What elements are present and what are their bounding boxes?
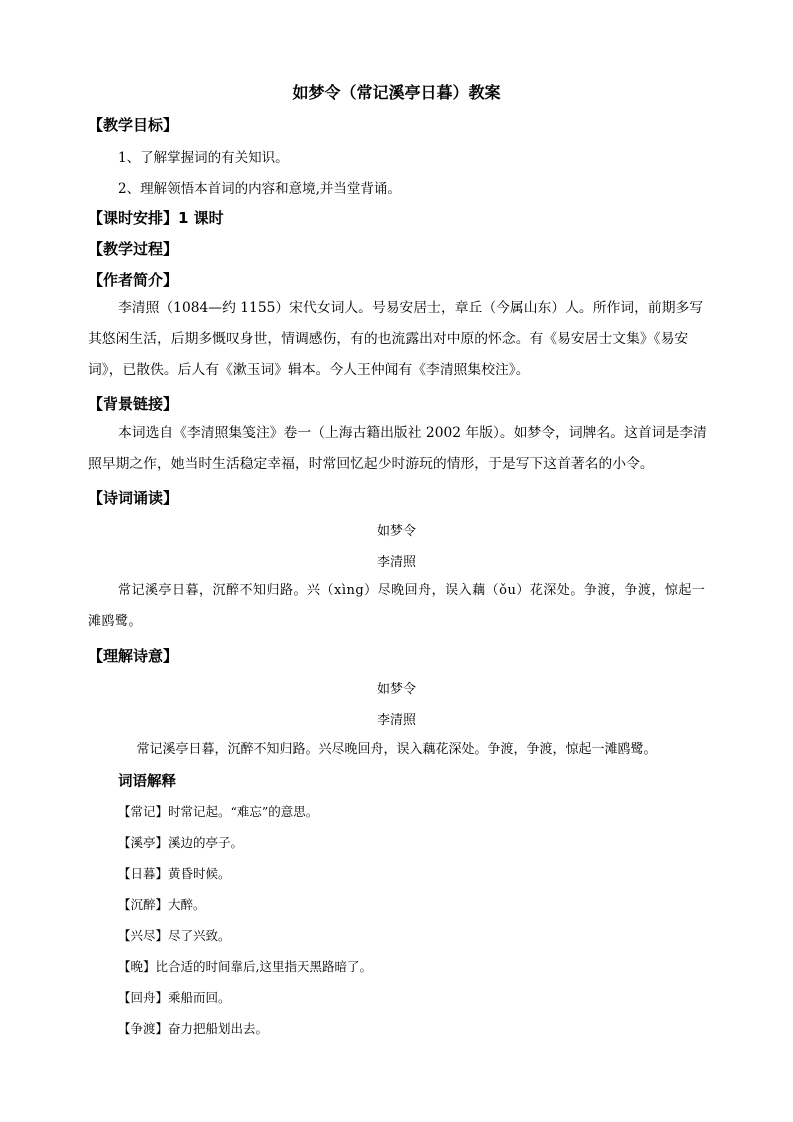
understand-poem-text: 常记溪亭日暮，沉醉不知归路。兴尽晚回舟，误入藕花深处。争渡，争渡，惊起一滩鸥鹭。 bbox=[136, 742, 657, 757]
glossary-item: 【争渡】奋力把船划出去。 bbox=[118, 1021, 269, 1036]
understand-poem-author: 李清照 bbox=[376, 713, 416, 728]
goal-item-2: 2、理解领悟本首词的内容和意境,并当堂背诵。 bbox=[118, 181, 401, 197]
understand-heading: 【理解诗意】 bbox=[88, 647, 179, 665]
glossary-item: 【回舟】乘船而回。 bbox=[118, 990, 231, 1005]
glossary-item: 【常记】时常记起。“难忘”的意思。 bbox=[118, 804, 319, 819]
glossary-item: 【沉醉】大醉。 bbox=[118, 897, 206, 912]
recite-heading: 【诗词诵读】 bbox=[88, 489, 179, 507]
goals-heading: 【教学目标】 bbox=[88, 116, 179, 134]
author-paragraph: 李清照（1084—约 1155）宋代女词人。号易安居士，章丘（今属山东）人。所作词，前期多写其悠闲生活，后期多慨叹身世，情调感伤，有的也流露出对中原的怀念。有《易安居士文集》《易安词》，已散佚。后人有《漱玉词》辑本。今人王仲闻有《李清照集校注》。 bbox=[88, 300, 704, 378]
goal-item-1: 1、了解掌握词的有关知识。 bbox=[118, 150, 289, 166]
author-heading: 【作者简介】 bbox=[88, 271, 179, 289]
recite-poem-title: 如梦令 bbox=[376, 524, 416, 539]
recite-poem-text: 常记溪亭日暮，沉醉不知归路。兴（xìng）尽晚回舟，误入藕（ǒu）花深处。争渡，争渡，惊起一滩鸥鹭。 bbox=[88, 583, 706, 629]
process-heading: 【教学过程】 bbox=[88, 240, 179, 258]
background-heading: 【背景链接】 bbox=[88, 395, 179, 413]
glossary-item: 【兴尽】尽了兴致。 bbox=[118, 928, 231, 943]
recite-poem-author: 李清照 bbox=[376, 555, 416, 570]
glossary-item: 【日暮】黄昏时候。 bbox=[118, 866, 231, 881]
schedule-heading: 【课时安排】1 课时 bbox=[88, 209, 224, 227]
glossary-heading: 词语解释 bbox=[118, 774, 176, 790]
glossary-item: 【晚】比合适的时间靠后,这里指天黑路暗了。 bbox=[118, 959, 372, 974]
glossary-item: 【溪亭】溪边的亭子。 bbox=[118, 835, 244, 850]
understand-poem-title: 如梦令 bbox=[376, 682, 416, 697]
background-paragraph: 本词选自《李清照集笺注》卷一（上海古籍出版社 2002 年版）。如梦令，词牌名。这首词是李清照早期之作，她当时生活稳定幸福，时常回忆起少时游玩的情形，于是写下这首著名的小令。 bbox=[88, 425, 707, 472]
page-title: 如梦令（常记溪亭日暮）教案 bbox=[292, 83, 501, 102]
